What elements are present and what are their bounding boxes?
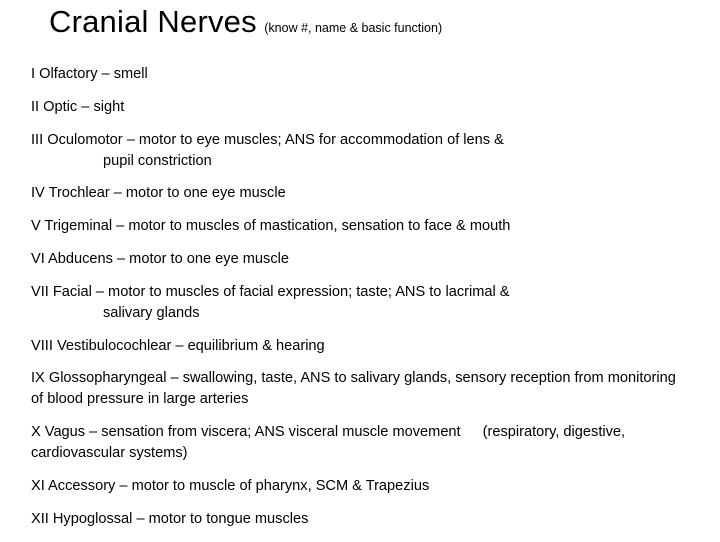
title-subtitle: (know #, name & basic function) xyxy=(264,21,443,35)
nerve-item-facial xyxy=(31,282,691,324)
nerve-text: XI Accessory – motor to muscle of pharynx, SCM & Trapezius xyxy=(31,477,430,494)
nerve-text: IV Trochlear – motor to one eye muscle xyxy=(31,185,286,202)
nerve-item-hypoglossal xyxy=(31,509,691,530)
title-main: Cranial Nerves xyxy=(49,4,257,39)
page-title xyxy=(49,4,442,40)
nerve-text: VII Facial – motor to muscles of facial expression; taste; ANS to lacrimal & xyxy=(31,283,510,300)
nerve-item-oculomotor xyxy=(31,130,691,172)
nerve-text: V Trigeminal – motor to muscles of mastication, sensation to face & mouth xyxy=(31,218,511,235)
nerve-text: IX Glossopharyngeal – swallowing, taste, ANS to salivary glands, sensory reception from monitoring of blood pressure in large arteries xyxy=(31,370,676,408)
nerve-text: XII Hypoglossal – motor to tongue muscles xyxy=(31,510,309,527)
nerve-item-vestibulocochlear xyxy=(31,336,691,357)
nerve-item-trochlear xyxy=(31,183,691,204)
cranial-nerve-list xyxy=(31,64,691,542)
nerve-text: I Olfactory – smell xyxy=(31,66,148,82)
nerve-text-continuation: (respiratory, digestive, cardiovascular systems) xyxy=(31,424,626,462)
nerve-text: II Optic – sight xyxy=(31,98,125,115)
nerve-item-optic xyxy=(31,97,691,118)
nerve-text-continuation: salivary glands xyxy=(103,304,200,321)
nerve-item-glossopharyngeal xyxy=(31,368,691,410)
nerve-text: VIII Vestibulocochlear – equilibrium & hearing xyxy=(31,337,325,354)
nerve-text: III Oculomotor – motor to eye muscles; ANS for accommodation of lens & xyxy=(31,131,504,148)
nerve-item-accessory xyxy=(31,476,691,497)
nerve-item-olfactory xyxy=(31,64,691,85)
nerve-text: X Vagus – sensation from viscera; ANS visceral muscle movement xyxy=(31,424,461,441)
nerve-text: VI Abducens – motor to one eye muscle xyxy=(31,250,289,267)
nerve-item-trigeminal xyxy=(31,216,691,237)
nerve-text-continuation: pupil constriction xyxy=(103,152,212,169)
nerve-item-vagus xyxy=(31,422,691,464)
nerve-item-abducens xyxy=(31,249,691,270)
